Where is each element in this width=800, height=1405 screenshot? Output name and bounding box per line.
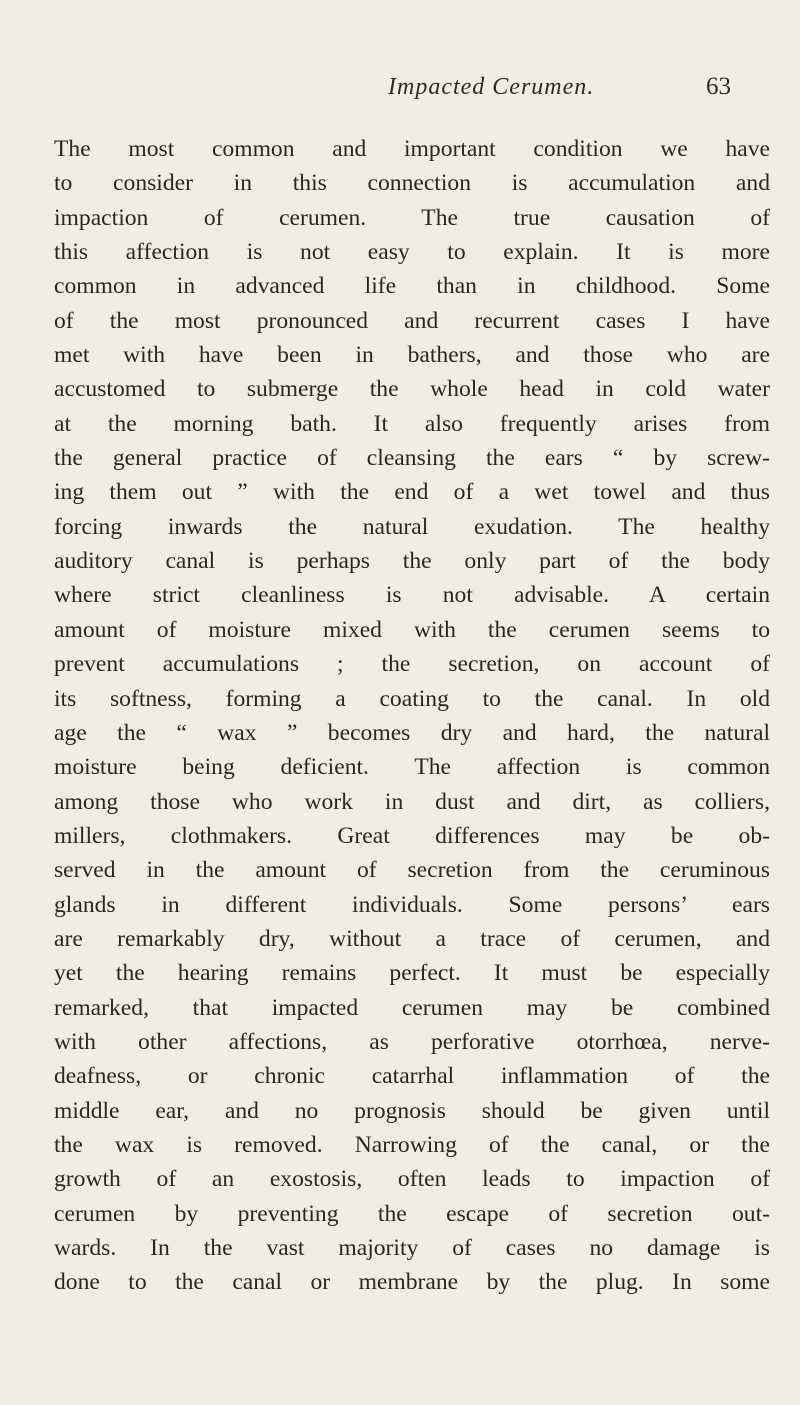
text-line: prevent accumulations ; the secretion, on account of [54, 651, 770, 678]
text-line: the general practice of cleansing the ears “ by screw- [54, 445, 770, 472]
text-line: impaction of cerumen. The true causation of [54, 204, 770, 231]
running-head-title: Impacted Cerumen. [388, 74, 595, 100]
text-line: its softness, forming a coating to the canal. In old [54, 685, 770, 712]
text-line: are remarkably dry, without a trace of cerumen, and [54, 925, 770, 952]
text-line: amount of moisture mixed with the cerumen seems to [54, 616, 770, 643]
text-line: forcing inwards the natural exudation. The healthy [54, 513, 770, 540]
text-line: served in the amount of secretion from the ceruminous [54, 857, 770, 884]
text-line: glands in different individuals. Some persons’ ears [54, 891, 770, 918]
text-line: this affection is not easy to explain. It is more [54, 239, 770, 266]
text-line: accustomed to submerge the whole head in cold water [54, 376, 770, 403]
text-line: with other affections, as perforative otorrhœa, nerve- [54, 1028, 770, 1055]
text-line: met with have been in bathers, and those who are [54, 342, 770, 369]
text-line: at the morning bath. It also frequently arises from [54, 410, 770, 437]
text-line: the wax is removed. Narrowing of the canal, or the [54, 1131, 770, 1158]
text-line: of the most pronounced and recurrent cases I have [54, 307, 770, 334]
text-line: where strict cleanliness is not advisable. A certain [54, 582, 770, 609]
text-line: yet the hearing remains perfect. It must be especially [54, 960, 770, 987]
text-line: growth of an exostosis, often leads to impaction of [54, 1166, 770, 1193]
text-line: auditory canal is perhaps the only part of the body [54, 548, 770, 575]
text-line: cerumen by preventing the escape of secretion out- [54, 1200, 770, 1227]
body-paragraph [54, 132, 770, 1300]
text-line: moisture being deficient. The affection is common [54, 754, 770, 781]
text-line: done to the canal or membrane by the plug. In some [54, 1269, 770, 1296]
text-line: to consider in this connection is accumulation and [54, 170, 770, 197]
text-line: middle ear, and no prognosis should be given until [54, 1097, 770, 1124]
text-line: age the “ wax ” becomes dry and hard, the natural [54, 719, 770, 746]
text-line: deafness, or chronic catarrhal inflammation of the [54, 1063, 770, 1090]
text-line: common in advanced life than in childhood. Some [54, 273, 770, 300]
text-line: The most common and important condition we have [54, 136, 770, 162]
text-line: millers, clothmakers. Great differences may be ob- [54, 822, 770, 849]
page-number: 63 [706, 73, 731, 100]
text-line: remarked, that impacted cerumen may be combined [54, 994, 770, 1021]
text-line: ing them out ” with the end of a wet towel and thus [54, 479, 770, 506]
text-line: among those who work in dust and dirt, as colliers, [54, 788, 770, 815]
text-line: wards. In the vast majority of cases no damage is [54, 1235, 770, 1261]
